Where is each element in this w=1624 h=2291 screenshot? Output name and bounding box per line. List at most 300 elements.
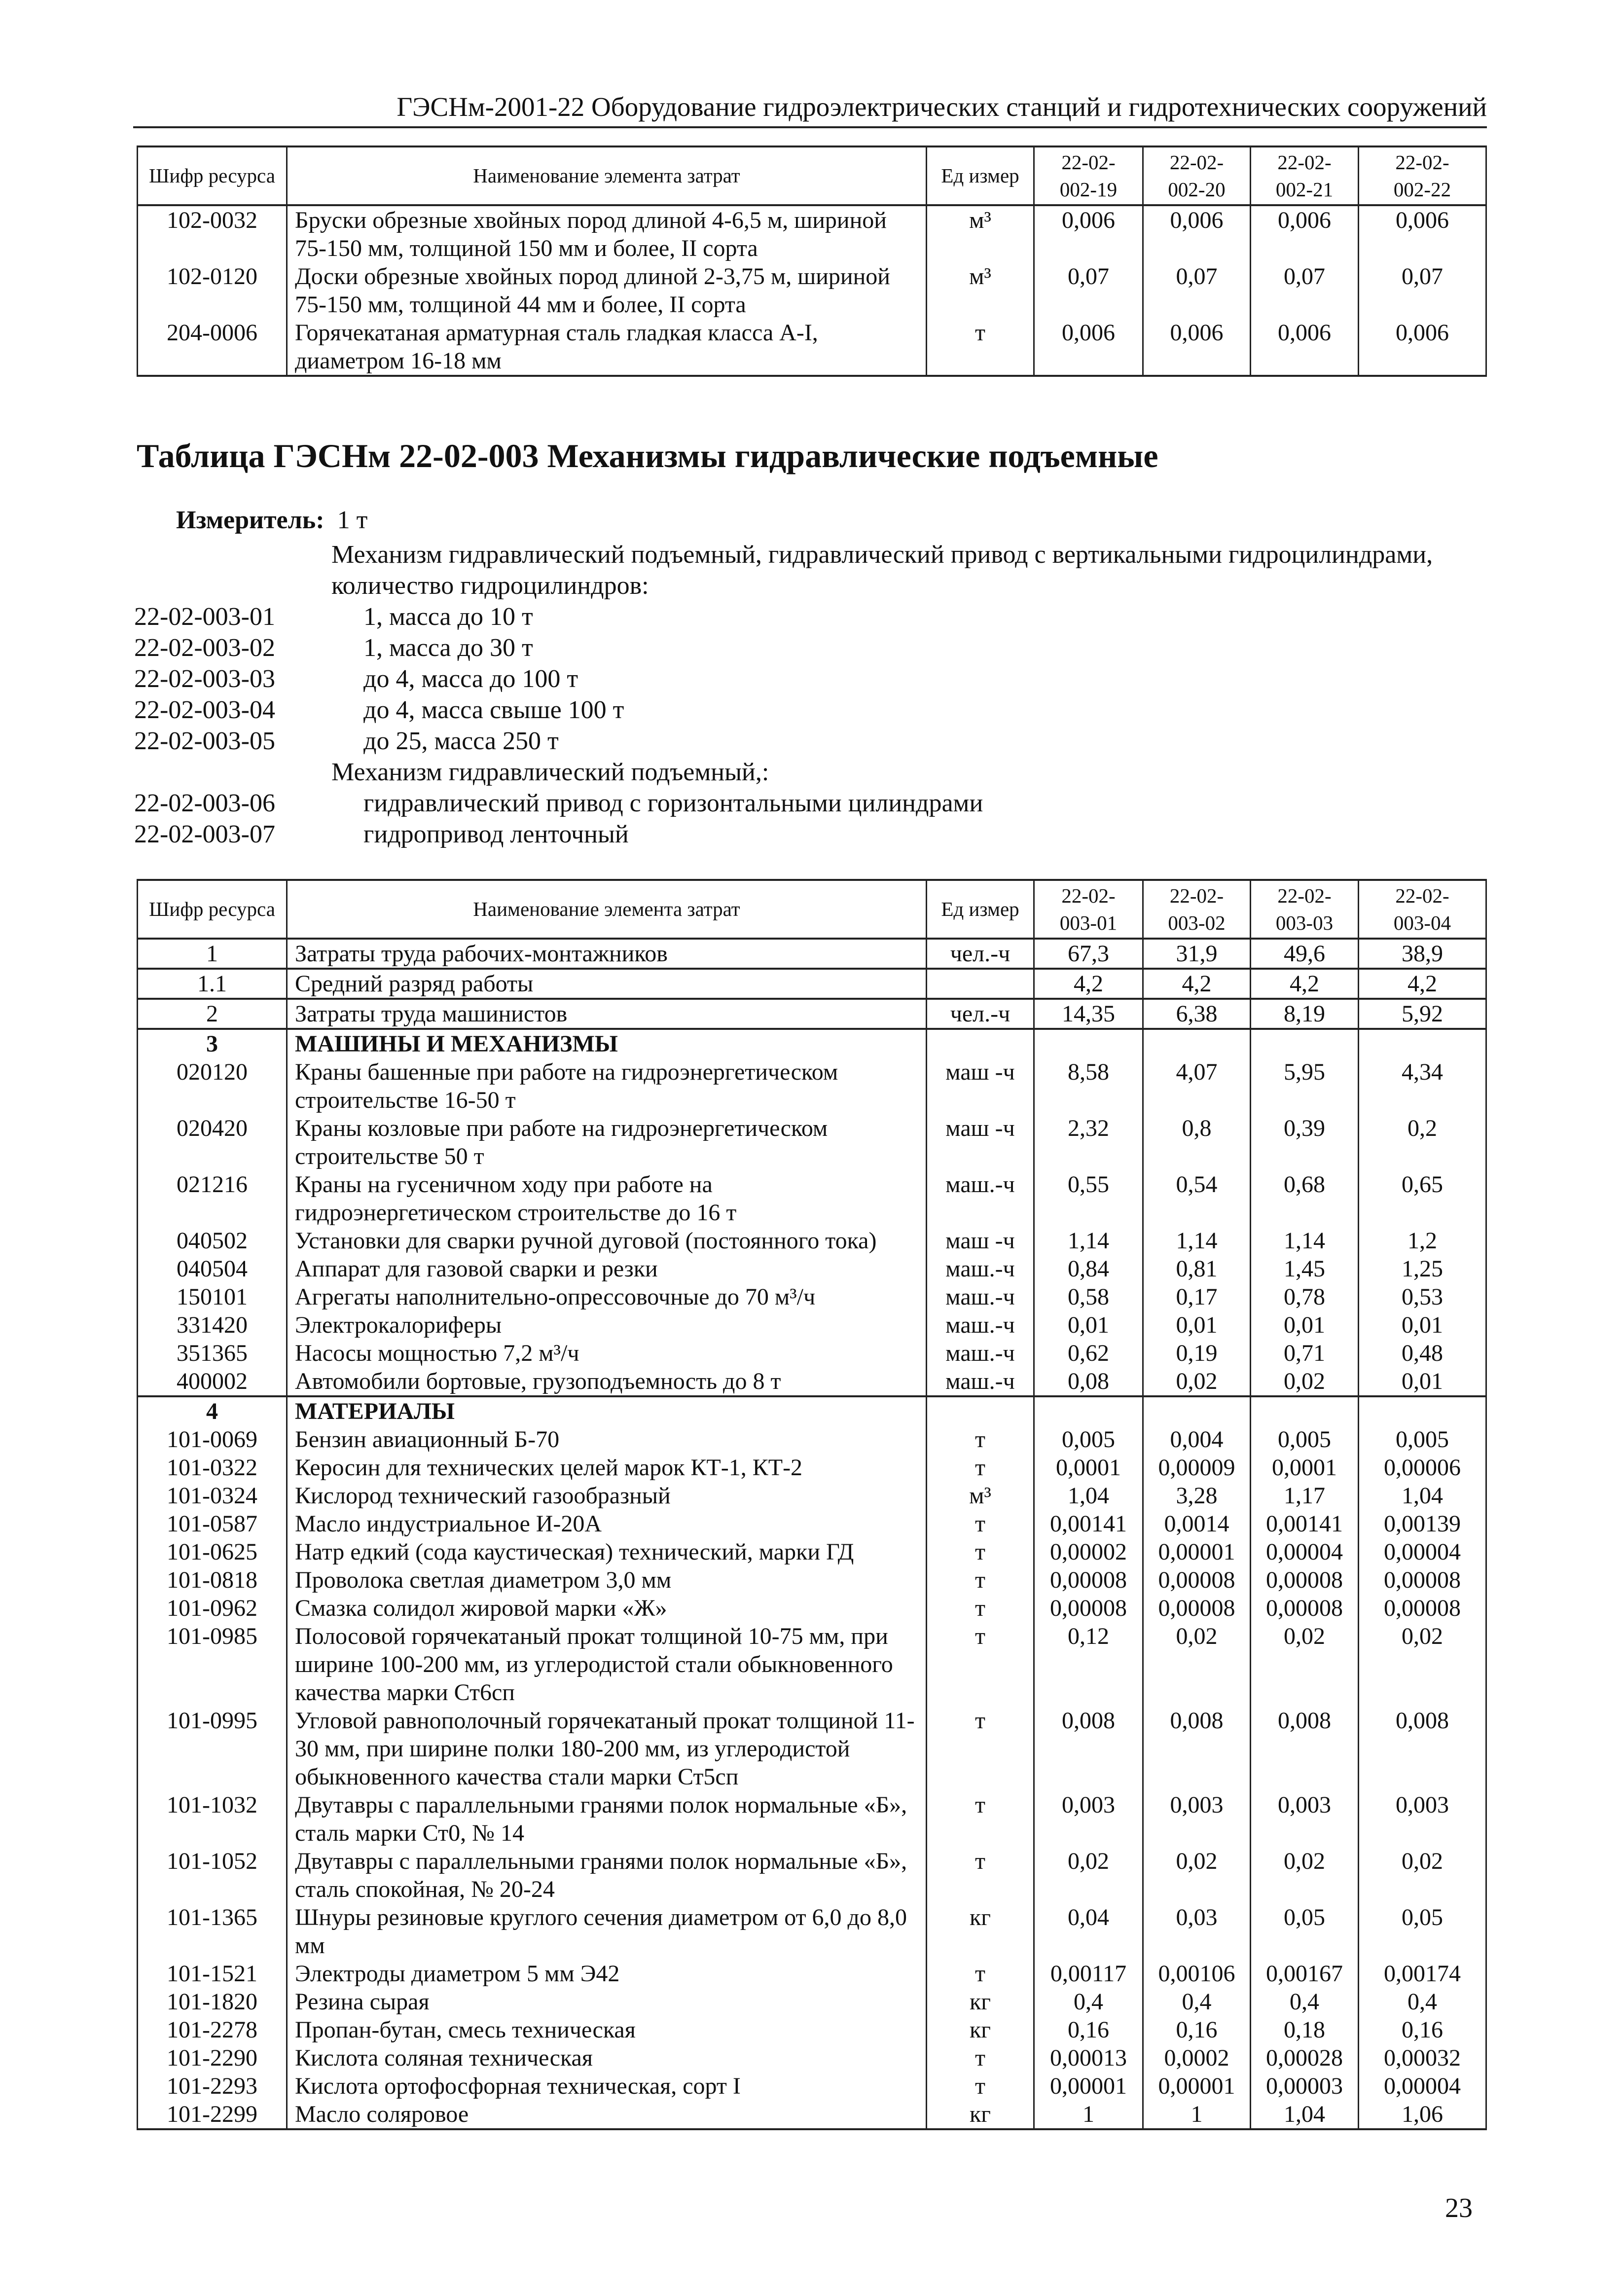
cost-element-name: Натр едкий (сода каустическая) технический, марки ГД bbox=[287, 1538, 927, 1566]
value-col-2: 0,008 bbox=[1143, 1707, 1251, 1791]
cost-element-name: МАТЕРИАЛЫ bbox=[287, 1396, 927, 1425]
work-code-line bbox=[134, 757, 1495, 788]
value-col-4: 0,00008 bbox=[1359, 1594, 1486, 1622]
work-code-line bbox=[134, 539, 1495, 601]
value-col-3: 8,19 bbox=[1251, 999, 1359, 1029]
resource-code: 101-1365 bbox=[138, 1903, 287, 1960]
resource-code: 331420 bbox=[138, 1311, 287, 1339]
work-code: 22-02-003-06 bbox=[134, 789, 275, 817]
value-col-1: 0,00002 bbox=[1034, 1538, 1143, 1566]
value-col-4 bbox=[1359, 1029, 1486, 1058]
value-col-4: 38,9 bbox=[1359, 939, 1486, 969]
value-col-3: 0,003 bbox=[1251, 1791, 1359, 1847]
value-col-4: 0,07 bbox=[1359, 262, 1486, 319]
table-title: Таблица ГЭСНм 22-02-003 Механизмы гидравлические подъемные bbox=[137, 437, 1158, 474]
resource-code: 020120 bbox=[138, 1058, 287, 1114]
table-row bbox=[138, 319, 1486, 376]
unit: чел.-ч bbox=[927, 999, 1034, 1029]
header-resource-code: Шифр ресурса bbox=[138, 146, 287, 205]
value-col-1 bbox=[1034, 1396, 1143, 1425]
value-col-3: 0,0001 bbox=[1251, 1454, 1359, 1482]
value-col-1: 0,00001 bbox=[1034, 2072, 1143, 2100]
value-col-4: 1,06 bbox=[1359, 2100, 1486, 2129]
value-col-2 bbox=[1143, 1396, 1251, 1425]
work-code: 22-02-003-03 bbox=[134, 665, 275, 693]
value-col-1: 0,08 bbox=[1034, 1367, 1143, 1396]
resource-code: 101-2299 bbox=[138, 2100, 287, 2129]
resource-code: 102-0120 bbox=[138, 262, 287, 319]
value-col-3: 0,006 bbox=[1251, 319, 1359, 376]
resource-code: 101-0587 bbox=[138, 1510, 287, 1538]
table-row bbox=[138, 1482, 1486, 1510]
unit: м³ bbox=[927, 205, 1034, 262]
value-col-1: 0,00008 bbox=[1034, 1594, 1143, 1622]
cost-element-name: Краны козловые при работе на гидроэнергетическом строительстве 50 т bbox=[287, 1114, 927, 1170]
resource-code: 020420 bbox=[138, 1114, 287, 1170]
value-col-4: 0,53 bbox=[1359, 1283, 1486, 1311]
value-col-3: 1,14 bbox=[1251, 1227, 1359, 1255]
cost-element-name: Средний разряд работы bbox=[287, 969, 927, 999]
value-col-2 bbox=[1143, 1029, 1251, 1058]
value-col-1: 0,003 bbox=[1034, 1791, 1143, 1847]
header-col-04: 22-02- 003-04 bbox=[1359, 880, 1486, 939]
value-col-4: 1,25 bbox=[1359, 1255, 1486, 1283]
header-unit: Ед измер bbox=[927, 146, 1034, 205]
resource-code: 3 bbox=[138, 1029, 287, 1058]
table-continuation bbox=[137, 145, 1487, 377]
value-col-3: 0,07 bbox=[1251, 262, 1359, 319]
cost-element-name: Бензин авиационный Б-70 bbox=[287, 1425, 927, 1454]
cost-element-name: Затраты труда машинистов bbox=[287, 999, 927, 1029]
value-col-2: 0,006 bbox=[1143, 205, 1251, 262]
header-unit: Ед измер bbox=[927, 880, 1034, 939]
value-col-4: 0,01 bbox=[1359, 1367, 1486, 1396]
table-row bbox=[138, 1339, 1486, 1367]
value-col-1: 0,62 bbox=[1034, 1339, 1143, 1367]
table-row bbox=[138, 999, 1486, 1029]
value-col-1: 0,006 bbox=[1034, 205, 1143, 262]
unit: т bbox=[927, 2072, 1034, 2100]
unit bbox=[927, 1029, 1034, 1058]
value-col-4: 0,00004 bbox=[1359, 2072, 1486, 2100]
header-cost-element: Наименование элемента затрат bbox=[287, 880, 927, 939]
resource-code: 150101 bbox=[138, 1283, 287, 1311]
value-col-1: 0,16 bbox=[1034, 2016, 1143, 2044]
value-col-2: 0,02 bbox=[1143, 1847, 1251, 1903]
table-row bbox=[138, 939, 1486, 969]
unit: маш.-ч bbox=[927, 1170, 1034, 1227]
unit: т bbox=[927, 2044, 1034, 2072]
resource-code: 4 bbox=[138, 1396, 287, 1425]
cost-element-name: Двутавры с параллельными гранями полок нормальные «Б», сталь марки Ст0, № 14 bbox=[287, 1791, 927, 1847]
value-col-4: 0,02 bbox=[1359, 1847, 1486, 1903]
unit: кг bbox=[927, 1903, 1034, 1960]
section-row bbox=[138, 1396, 1486, 1425]
resource-code: 102-0032 bbox=[138, 205, 287, 262]
value-col-2: 0,00008 bbox=[1143, 1594, 1251, 1622]
unit bbox=[927, 1396, 1034, 1425]
unit: маш.-ч bbox=[927, 1283, 1034, 1311]
unit: маш -ч bbox=[927, 1227, 1034, 1255]
value-col-4: 0,05 bbox=[1359, 1903, 1486, 1960]
unit: м³ bbox=[927, 1482, 1034, 1510]
table-row bbox=[138, 1707, 1486, 1791]
cost-element-name: Кислота соляная техническая bbox=[287, 2044, 927, 2072]
value-col-4: 0,005 bbox=[1359, 1425, 1486, 1454]
unit: т bbox=[927, 1538, 1034, 1566]
table-row bbox=[138, 1988, 1486, 2016]
cost-element-name: Пропан-бутан, смесь техническая bbox=[287, 2016, 927, 2044]
header-col-01: 22-02- 003-01 bbox=[1034, 880, 1143, 939]
header-col-22: 22-02- 002-22 bbox=[1359, 146, 1486, 205]
resource-code: 351365 bbox=[138, 1339, 287, 1367]
value-col-2: 0,01 bbox=[1143, 1311, 1251, 1339]
value-col-2: 4,07 bbox=[1143, 1058, 1251, 1114]
value-col-4: 0,00139 bbox=[1359, 1510, 1486, 1538]
value-col-3: 0,02 bbox=[1251, 1622, 1359, 1707]
value-col-2: 0,16 bbox=[1143, 2016, 1251, 2044]
work-description: Механизм гидравлический подъемный, гидравлический привод с вертикальными гидроцилиндрами, количество гидроцилиндров: bbox=[331, 541, 1433, 600]
unit: кг bbox=[927, 1988, 1034, 2016]
resource-code: 021216 bbox=[138, 1170, 287, 1227]
value-col-4 bbox=[1359, 1396, 1486, 1425]
value-col-2: 1 bbox=[1143, 2100, 1251, 2129]
work-code-line bbox=[134, 663, 1495, 694]
unit: маш -ч bbox=[927, 1114, 1034, 1170]
table-row bbox=[138, 1791, 1486, 1847]
resource-code: 101-2293 bbox=[138, 2072, 287, 2100]
value-col-3: 0,02 bbox=[1251, 1367, 1359, 1396]
table-row bbox=[138, 1538, 1486, 1566]
value-col-1: 8,58 bbox=[1034, 1058, 1143, 1114]
table-row bbox=[138, 1367, 1486, 1396]
work-description: до 25, масса 250 т bbox=[363, 727, 559, 755]
value-col-1: 14,35 bbox=[1034, 999, 1143, 1029]
table-row bbox=[138, 2016, 1486, 2044]
header-resource-code: Шифр ресурса bbox=[138, 880, 287, 939]
value-col-1: 1 bbox=[1034, 2100, 1143, 2129]
value-col-1: 0,84 bbox=[1034, 1255, 1143, 1283]
value-col-3: 0,008 bbox=[1251, 1707, 1359, 1791]
resource-code: 101-0985 bbox=[138, 1622, 287, 1707]
value-col-3: 1,45 bbox=[1251, 1255, 1359, 1283]
unit: м³ bbox=[927, 262, 1034, 319]
value-col-4: 0,00008 bbox=[1359, 1566, 1486, 1594]
value-col-4: 0,00004 bbox=[1359, 1538, 1486, 1566]
unit: маш.-ч bbox=[927, 1311, 1034, 1339]
cost-element-name: Доски обрезные хвойных пород длиной 2-3,75 м, шириной 75-150 мм, толщиной 44 мм и более, II сорта bbox=[287, 262, 927, 319]
cost-element-name: Полосовой горячекатаный прокат толщиной 10-75 мм, при ширине 100-200 мм, из углеродистой стали обыкновенного качества марки Ст6сп bbox=[287, 1622, 927, 1707]
cost-element-name: Проволока светлая диаметром 3,0 мм bbox=[287, 1566, 927, 1594]
value-col-2: 0,006 bbox=[1143, 319, 1251, 376]
measure-line bbox=[176, 506, 367, 535]
table-row bbox=[138, 2044, 1486, 2072]
resource-code: 040502 bbox=[138, 1227, 287, 1255]
value-col-2: 0,8 bbox=[1143, 1114, 1251, 1170]
value-col-2: 0,003 bbox=[1143, 1791, 1251, 1847]
unit: маш -ч bbox=[927, 1058, 1034, 1114]
value-col-3: 0,005 bbox=[1251, 1425, 1359, 1454]
cost-element-name: Керосин для технических целей марок КТ-1, КТ-2 bbox=[287, 1454, 927, 1482]
table-row bbox=[138, 1425, 1486, 1454]
value-col-3: 0,78 bbox=[1251, 1283, 1359, 1311]
value-col-1: 0,00141 bbox=[1034, 1510, 1143, 1538]
work-code: 22-02-003-02 bbox=[134, 634, 275, 662]
value-col-4: 0,006 bbox=[1359, 205, 1486, 262]
table-row bbox=[138, 1960, 1486, 1988]
cost-element-name: Краны на гусеничном ходу при работе на гидроэнергетическом строительстве до 16 т bbox=[287, 1170, 927, 1227]
value-col-4: 1,04 bbox=[1359, 1482, 1486, 1510]
value-col-1: 1,04 bbox=[1034, 1482, 1143, 1510]
resource-code: 1 bbox=[138, 939, 287, 969]
resource-code: 101-0324 bbox=[138, 1482, 287, 1510]
value-col-3: 0,71 bbox=[1251, 1339, 1359, 1367]
unit: т bbox=[927, 1510, 1034, 1538]
table-row bbox=[138, 1114, 1486, 1170]
value-col-1: 67,3 bbox=[1034, 939, 1143, 969]
value-col-2: 0,0002 bbox=[1143, 2044, 1251, 2072]
value-col-1: 0,12 bbox=[1034, 1622, 1143, 1707]
unit: кг bbox=[927, 2100, 1034, 2129]
value-col-1: 0,01 bbox=[1034, 1311, 1143, 1339]
value-col-3: 0,4 bbox=[1251, 1988, 1359, 2016]
work-code: 22-02-003-05 bbox=[134, 727, 275, 755]
unit: маш.-ч bbox=[927, 1339, 1034, 1367]
work-description: 1, масса до 30 т bbox=[363, 634, 533, 662]
table-row bbox=[138, 1847, 1486, 1903]
resource-code: 101-0962 bbox=[138, 1594, 287, 1622]
cost-element-name: Краны башенные при работе на гидроэнергетическом строительстве 16-50 т bbox=[287, 1058, 927, 1114]
value-col-2: 0,02 bbox=[1143, 1622, 1251, 1707]
work-code-line bbox=[134, 694, 1495, 726]
unit: т bbox=[927, 1791, 1034, 1847]
header-col-19: 22-02- 002-19 bbox=[1034, 146, 1143, 205]
table-row bbox=[138, 1255, 1486, 1283]
value-col-4: 1,2 bbox=[1359, 1227, 1486, 1255]
value-col-1: 1,14 bbox=[1034, 1227, 1143, 1255]
value-col-4: 0,01 bbox=[1359, 1311, 1486, 1339]
value-col-3: 0,68 bbox=[1251, 1170, 1359, 1227]
cost-element-name: Электроды диаметром 5 мм Э42 bbox=[287, 1960, 927, 1988]
resource-code: 101-0995 bbox=[138, 1707, 287, 1791]
value-col-3 bbox=[1251, 1396, 1359, 1425]
resource-code: 400002 bbox=[138, 1367, 287, 1396]
work-code: 22-02-003-07 bbox=[134, 820, 275, 848]
work-code: 22-02-003-04 bbox=[134, 696, 275, 724]
table-row bbox=[138, 1058, 1486, 1114]
measure-label: Измеритель: bbox=[176, 506, 325, 534]
value-col-3: 0,00004 bbox=[1251, 1538, 1359, 1566]
unit: т bbox=[927, 1960, 1034, 1988]
value-col-3: 1,04 bbox=[1251, 2100, 1359, 2129]
work-code-line bbox=[134, 726, 1495, 757]
cost-element-name: Аппарат для газовой сварки и резки bbox=[287, 1255, 927, 1283]
work-code-line bbox=[134, 601, 1495, 632]
resource-code: 1.1 bbox=[138, 969, 287, 999]
value-col-1: 0,4 bbox=[1034, 1988, 1143, 2016]
unit: т bbox=[927, 1594, 1034, 1622]
value-col-3: 49,6 bbox=[1251, 939, 1359, 969]
value-col-4: 0,48 bbox=[1359, 1339, 1486, 1367]
measure-value: 1 т bbox=[337, 506, 368, 534]
table-row bbox=[138, 1454, 1486, 1482]
header-col-21: 22-02- 002-21 bbox=[1251, 146, 1359, 205]
value-col-3: 5,95 bbox=[1251, 1058, 1359, 1114]
value-col-2: 0,17 bbox=[1143, 1283, 1251, 1311]
value-col-2: 0,54 bbox=[1143, 1170, 1251, 1227]
resource-code: 101-0625 bbox=[138, 1538, 287, 1566]
work-description: гидравлический привод с горизонтальными цилиндрами bbox=[363, 789, 983, 817]
resource-code: 101-0322 bbox=[138, 1454, 287, 1482]
header-col-02: 22-02- 003-02 bbox=[1143, 880, 1251, 939]
unit: т bbox=[927, 1707, 1034, 1791]
work-code: 22-02-003-01 bbox=[134, 603, 275, 631]
value-col-1: 0,02 bbox=[1034, 1847, 1143, 1903]
value-col-2: 0,19 bbox=[1143, 1339, 1251, 1367]
resource-code: 101-1820 bbox=[138, 1988, 287, 2016]
table-row bbox=[138, 2072, 1486, 2100]
value-col-1: 0,006 bbox=[1034, 319, 1143, 376]
cost-element-name: Установки для сварки ручной дуговой (постоянного тока) bbox=[287, 1227, 927, 1255]
resource-code: 040504 bbox=[138, 1255, 287, 1283]
value-col-3: 0,02 bbox=[1251, 1847, 1359, 1903]
value-col-4: 4,2 bbox=[1359, 969, 1486, 999]
value-col-2: 0,4 bbox=[1143, 1988, 1251, 2016]
value-col-3: 0,00167 bbox=[1251, 1960, 1359, 1988]
value-col-4: 5,92 bbox=[1359, 999, 1486, 1029]
work-description: до 4, масса до 100 т bbox=[363, 665, 578, 693]
value-col-1: 0,58 bbox=[1034, 1283, 1143, 1311]
value-col-2: 0,03 bbox=[1143, 1903, 1251, 1960]
value-col-2: 0,00106 bbox=[1143, 1960, 1251, 1988]
value-col-3 bbox=[1251, 1029, 1359, 1058]
resource-code: 101-1052 bbox=[138, 1847, 287, 1903]
value-col-3: 0,00028 bbox=[1251, 2044, 1359, 2072]
table-row bbox=[138, 969, 1486, 999]
work-description: 1, масса до 10 т bbox=[363, 603, 533, 631]
value-col-4: 4,34 bbox=[1359, 1058, 1486, 1114]
value-col-3: 0,39 bbox=[1251, 1114, 1359, 1170]
value-col-3: 1,17 bbox=[1251, 1482, 1359, 1510]
value-col-1: 0,00117 bbox=[1034, 1960, 1143, 1988]
value-col-3: 0,00008 bbox=[1251, 1594, 1359, 1622]
value-col-3: 0,18 bbox=[1251, 2016, 1359, 2044]
unit bbox=[927, 969, 1034, 999]
unit: т bbox=[927, 1425, 1034, 1454]
work-description: до 4, масса свыше 100 т bbox=[363, 696, 624, 724]
table-row bbox=[138, 1311, 1486, 1339]
value-col-1: 2,32 bbox=[1034, 1114, 1143, 1170]
value-col-4: 0,4 bbox=[1359, 1988, 1486, 2016]
value-col-3: 0,00003 bbox=[1251, 2072, 1359, 2100]
value-col-3: 0,00008 bbox=[1251, 1566, 1359, 1594]
value-col-2: 0,00009 bbox=[1143, 1454, 1251, 1482]
resource-code: 204-0006 bbox=[138, 319, 287, 376]
unit: маш.-ч bbox=[927, 1367, 1034, 1396]
value-col-3: 0,01 bbox=[1251, 1311, 1359, 1339]
work-code bbox=[134, 539, 331, 601]
unit: т bbox=[927, 1566, 1034, 1594]
table-row bbox=[138, 1510, 1486, 1538]
work-code-line bbox=[134, 819, 1495, 850]
resources-table bbox=[137, 879, 1487, 2130]
cost-element-name: Бруски обрезные хвойных пород длиной 4-6,5 м, шириной 75-150 мм, толщиной 150 мм и более, II сорта bbox=[287, 205, 927, 262]
value-col-1: 0,008 bbox=[1034, 1707, 1143, 1791]
section-row bbox=[138, 1029, 1486, 1058]
value-col-3: 4,2 bbox=[1251, 969, 1359, 999]
value-col-3: 0,05 bbox=[1251, 1903, 1359, 1960]
running-header: ГЭСНм-2001-22 Оборудование гидроэлектрических станций и гидротехнических сооружений bbox=[133, 88, 1487, 128]
header-col-03: 22-02- 003-03 bbox=[1251, 880, 1359, 939]
cost-element-name: Масло индустриальное И-20А bbox=[287, 1510, 927, 1538]
cost-element-name: Двутавры с параллельными гранями полок нормальные «Б», сталь спокойная, № 20-24 bbox=[287, 1847, 927, 1903]
work-description: Механизм гидравлический подъемный,: bbox=[331, 758, 769, 786]
value-col-2: 0,004 bbox=[1143, 1425, 1251, 1454]
work-code-line bbox=[134, 632, 1495, 663]
value-col-2: 6,38 bbox=[1143, 999, 1251, 1029]
cost-element-name: Горячекатаная арматурная сталь гладкая класса А-I, диаметром 16-18 мм bbox=[287, 319, 927, 376]
resource-code: 101-0818 bbox=[138, 1566, 287, 1594]
value-col-4: 0,16 bbox=[1359, 2016, 1486, 2044]
page-number: 23 bbox=[1445, 2193, 1473, 2223]
value-col-4: 0,02 bbox=[1359, 1622, 1486, 1707]
cost-element-name: Насосы мощностью 7,2 м³/ч bbox=[287, 1339, 927, 1367]
resource-code: 2 bbox=[138, 999, 287, 1029]
value-col-2: 0,0014 bbox=[1143, 1510, 1251, 1538]
table-row bbox=[138, 1594, 1486, 1622]
value-col-2: 0,00001 bbox=[1143, 1538, 1251, 1566]
cost-element-name: Затраты труда рабочих-монтажников bbox=[287, 939, 927, 969]
cost-element-name: МАШИНЫ И МЕХАНИЗМЫ bbox=[287, 1029, 927, 1058]
table-row bbox=[138, 2100, 1486, 2129]
resource-code: 101-0069 bbox=[138, 1425, 287, 1454]
value-col-4: 0,003 bbox=[1359, 1791, 1486, 1847]
value-col-4: 0,00032 bbox=[1359, 2044, 1486, 2072]
value-col-1: 0,00013 bbox=[1034, 2044, 1143, 2072]
value-col-2: 3,28 bbox=[1143, 1482, 1251, 1510]
value-col-4: 0,008 bbox=[1359, 1707, 1486, 1791]
value-col-2: 31,9 bbox=[1143, 939, 1251, 969]
value-col-1: 0,04 bbox=[1034, 1903, 1143, 1960]
unit: т bbox=[927, 319, 1034, 376]
table-row bbox=[138, 262, 1486, 319]
cost-element-name: Электрокалориферы bbox=[287, 1311, 927, 1339]
header-cost-element: Наименование элемента затрат bbox=[287, 146, 927, 205]
cost-element-name: Кислород технический газообразный bbox=[287, 1482, 927, 1510]
resource-code: 101-1032 bbox=[138, 1791, 287, 1847]
value-col-2: 0,02 bbox=[1143, 1367, 1251, 1396]
value-col-2: 0,07 bbox=[1143, 262, 1251, 319]
value-col-3: 0,00141 bbox=[1251, 1510, 1359, 1538]
value-col-1: 4,2 bbox=[1034, 969, 1143, 999]
value-col-1: 0,0001 bbox=[1034, 1454, 1143, 1482]
table-row bbox=[138, 1566, 1486, 1594]
value-col-3: 0,006 bbox=[1251, 205, 1359, 262]
value-col-4: 0,65 bbox=[1359, 1170, 1486, 1227]
work-code bbox=[134, 757, 331, 788]
unit: т bbox=[927, 1622, 1034, 1707]
header-col-20: 22-02- 002-20 bbox=[1143, 146, 1251, 205]
table-row bbox=[138, 1283, 1486, 1311]
table-row bbox=[138, 205, 1486, 262]
cost-element-name: Смазка солидол жировой марки «Ж» bbox=[287, 1594, 927, 1622]
cost-element-name: Шнуры резиновые круглого сечения диаметром от 6,0 до 8,0 мм bbox=[287, 1903, 927, 1960]
work-codes-list bbox=[134, 539, 1495, 850]
value-col-2: 0,00008 bbox=[1143, 1566, 1251, 1594]
unit: кг bbox=[927, 2016, 1034, 2044]
resource-code: 101-2290 bbox=[138, 2044, 287, 2072]
value-col-1: 0,07 bbox=[1034, 262, 1143, 319]
